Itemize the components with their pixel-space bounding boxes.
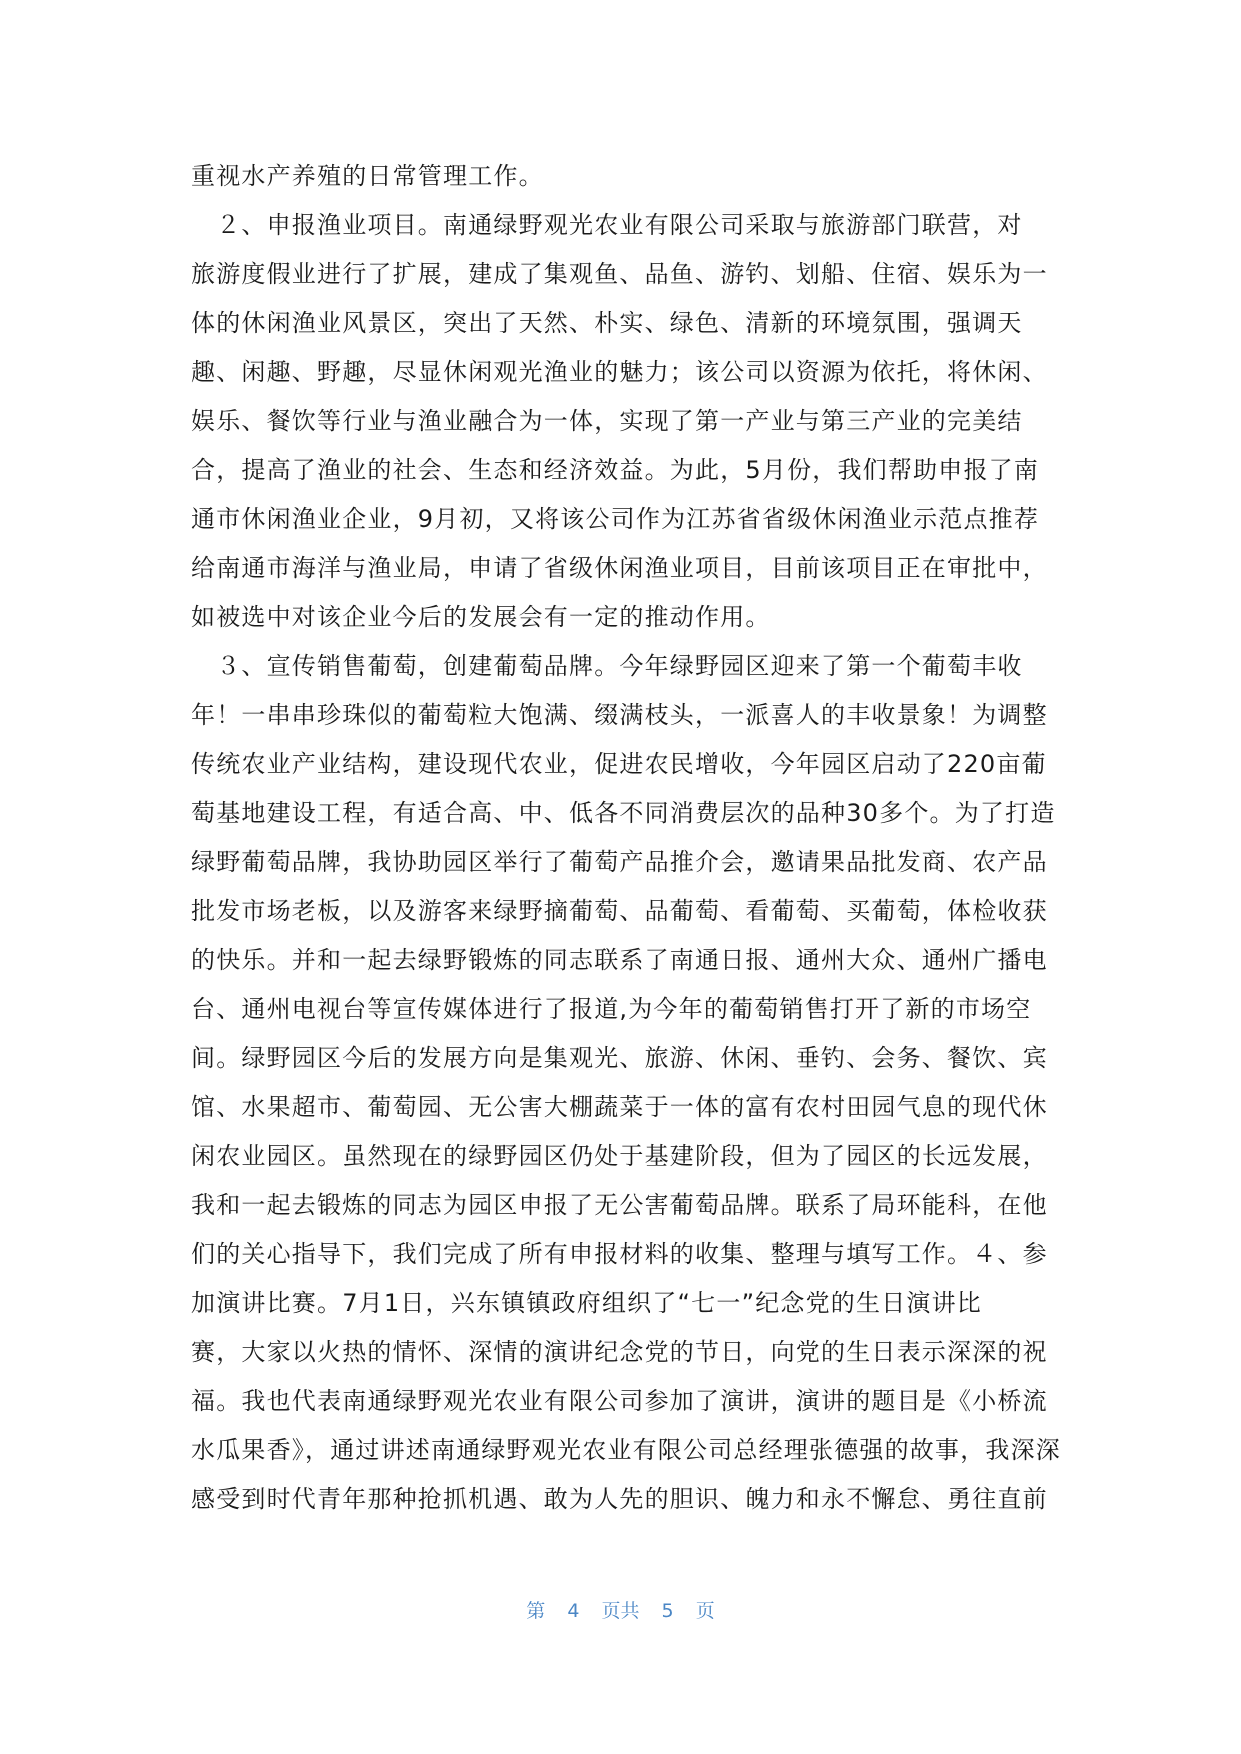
- footer-prefix: 第: [526, 1600, 546, 1622]
- text-line: 绿野葡萄品牌，我协助园区举行了葡萄产品推介会，邀请果品批发商、农产品: [191, 848, 1048, 876]
- current-page-number: 4: [567, 1600, 580, 1622]
- total-pages-number: 5: [661, 1600, 674, 1622]
- text-line: 馆、水果超市、葡萄园、无公害大棚蔬菜于一体的富有农村田园气息的现代休: [191, 1093, 1048, 1121]
- text-line: ２、申报渔业项目。南通绿野观光农业有限公司采取与旅游部门联营，对: [191, 211, 1023, 239]
- text-line: 合，提高了渔业的社会、生态和经济效益。为此，5月份，我们帮助申报了南: [191, 456, 1040, 484]
- text-line: 重视水产养殖的日常管理工作。: [191, 162, 544, 190]
- text-line: 萄基地建设工程，有适合高、中、低各不同消费层次的品种30多个。为了打造: [191, 799, 1056, 827]
- text-line: 水瓜果香》，通过讲述南通绿野观光农业有限公司总经理张德强的故事，我深深: [191, 1436, 1061, 1464]
- text-line: 加演讲比赛。7月1日，兴东镇镇政府组织了“七一”纪念党的生日演讲比: [191, 1289, 983, 1317]
- footer-suffix: 页: [695, 1600, 715, 1622]
- text-line: 间。绿野园区今后的发展方向是集观光、旅游、休闲、垂钓、会务、餐饮、宾: [191, 1044, 1048, 1072]
- text-line: 闲农业园区。虽然现在的绿野园区仍处于基建阶段，但为了园区的长远发展，: [191, 1142, 1048, 1170]
- text-line: 通市休闲渔业企业，9月初，又将该公司作为江苏省省级休闲渔业示范点推荐: [191, 505, 1040, 533]
- text-line: 趣、闲趣、野趣，尽显休闲观光渔业的魅力；该公司以资源为依托，将休闲、: [191, 358, 1048, 386]
- text-line: ３、宣传销售葡萄，创建葡萄品牌。今年绿野园区迎来了第一个葡萄丰收: [191, 652, 1023, 680]
- text-line: 们的关心指导下，我们完成了所有申报材料的收集、整理与填写工作。４、参: [191, 1240, 1048, 1268]
- text-line: 感受到时代青年那种抢抓机遇、敢为人先的胆识、魄力和永不懈怠、勇往直前: [191, 1485, 1048, 1513]
- text-line: 娱乐、餐饮等行业与渔业融合为一体，实现了第一产业与第三产业的完美结: [191, 407, 1023, 435]
- footer-middle: 页共: [601, 1600, 640, 1622]
- text-line: 批发市场老板，以及游客来绿野摘葡萄、品葡萄、看葡萄、买葡萄，体检收获: [191, 897, 1048, 925]
- text-line: 台、通州电视台等宣传媒体进行了报道,为今年的葡萄销售打开了新的市场空: [191, 995, 1032, 1023]
- text-line: 给南通市海洋与渔业局，申请了省级休闲渔业项目，目前该项目正在审批中，: [191, 554, 1048, 582]
- text-line: 传统农业产业结构，建设现代农业，促进农民增收，今年园区启动了220亩葡: [191, 750, 1047, 778]
- text-line: 体的休闲渔业风景区，突出了天然、朴实、绿色、清新的环境氛围，强调天: [191, 309, 1023, 337]
- text-line: 旅游度假业进行了扩展，建成了集观鱼、品鱼、游钓、划船、住宿、娱乐为一: [191, 260, 1048, 288]
- text-line: 赛，大家以火热的情怀、深情的演讲纪念党的节日，向党的生日表示深深的祝: [191, 1338, 1048, 1366]
- text-line: 年！一串串珍珠似的葡萄粒大饱满、缀满枝头，一派喜人的丰收景象！为调整: [191, 701, 1048, 729]
- body-text: [191, 152, 1061, 1524]
- text-line: 如被选中对该企业今后的发展会有一定的推动作用。: [191, 603, 771, 631]
- text-line: 的快乐。并和一起去绿野锻炼的同志联系了南通日报、通州大众、通州广播电: [191, 946, 1048, 974]
- text-line: 福。我也代表南通绿野观光农业有限公司参加了演讲，演讲的题目是《小桥流: [191, 1387, 1048, 1415]
- text-line: 我和一起去锻炼的同志为园区申报了无公害葡萄品牌。联系了局环能科，在他: [191, 1191, 1048, 1219]
- page-footer: [0, 1596, 1241, 1623]
